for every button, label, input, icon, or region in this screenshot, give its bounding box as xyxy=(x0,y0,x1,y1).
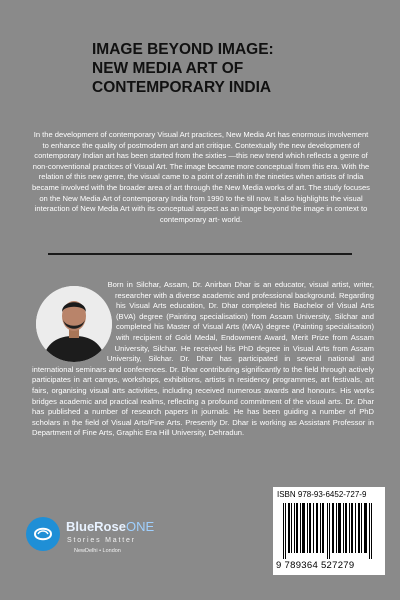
author-bio xyxy=(32,280,374,439)
publisher-logo xyxy=(26,513,166,565)
book-title xyxy=(92,40,372,97)
publisher-cities: NewDelhi • London xyxy=(74,548,121,554)
isbn-label: ISBN 978-93-6452-727-9 xyxy=(277,490,367,499)
title-line-1: IMAGE BEYOND IMAGE: xyxy=(92,41,274,58)
title-line-2: NEW MEDIA ART OF xyxy=(92,60,244,77)
publisher-tagline: Stories Matter xyxy=(67,537,136,544)
publisher-name xyxy=(66,519,154,534)
title-line-3: CONTEMPORARY INDIA xyxy=(92,79,272,96)
bluerose-logo-icon xyxy=(26,517,60,551)
isbn-barcode xyxy=(273,487,385,575)
author-bio-text: Born in Silchar, Assam, Dr. Anirban Dhar is an educator, visual artist, writer, researcher with a diverse academic and professional background. Regarding his Visual Arts education, Dr. Dhar completed his Bachelor of Visual Arts (BVA) degree (Painting specialisation) from Assam University, Silchar and completed his Master of Visual Arts (MVA) degree (Painting specialisation) with recipient of Gold Medal, Endowment Award, Merit Prize from Assam University, Silchar. He received his PhD degree in Visual Arts from Assam University, Silchar. Dr. Dhar has participated in several national and international seminars and conferences. Dr. Dhar contributing significantly to the field through actively participates in art camps, workshops, exhibitions, artists in residency programmes, art festivals, art fairs, organising visual arts activities, including received numerous awards and honours. His works bridges academic and practical realms, reflecting a profound commitment of the visual arts. Dr. Dhar has published a number of research papers in journals. He has been guiding a number of PhD scholars in the field of Visual Arts/Fine Arts. Presently Dr. Dhar is working as Assistant Professor in Department of Fine Arts, Graphic Era Hill University, Dehradun. xyxy=(32,280,374,438)
divider-line xyxy=(48,253,352,255)
publisher-name-light: ONE xyxy=(125,519,155,534)
publisher-name-bold: BlueRose xyxy=(66,519,126,534)
isbn-digits: 9 789364 527279 xyxy=(276,560,355,571)
book-blurb: In the development of contemporary Visual Art practices, New Media Art has enormous involvement to enhance the quality of postmodern art and art critique. Contextually the new development of contemporary Indian art has been started from the sixties —this new trend which reflects a genre of non-conventional practices of Visual Art. The image became more conceptual from this era. With the relation of this new genre, the visual came to a point of zenith in the nineties when artists of India became involved with the broader area of art through the New Media works of art. The study focuses on the New Media Art of contemporary India from 1990 to the till now. It also highlights the visual interaction of New Media Art with its conceptual aspect as an image beyond the image in context to contemporary art- world. xyxy=(32,130,370,224)
barcode-bars xyxy=(281,503,377,559)
